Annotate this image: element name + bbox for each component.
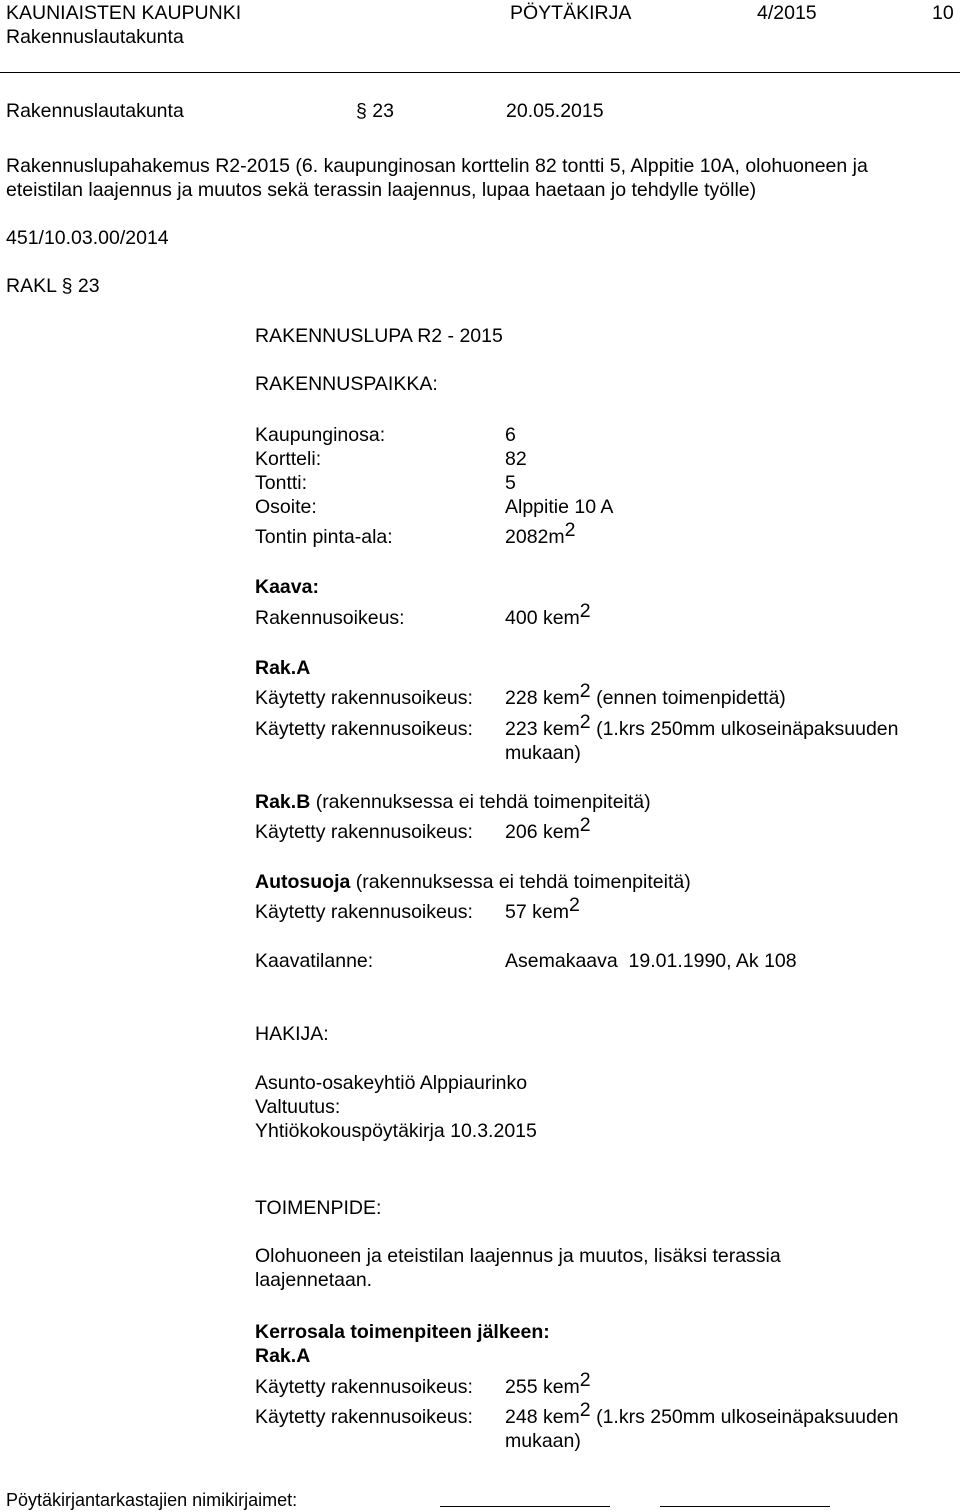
rak-a-note-2-cont: mukaan) xyxy=(505,742,581,764)
kaupunginosa-value: 6 xyxy=(505,424,516,446)
rakennusoikeus-number: 400 kem xyxy=(505,607,580,629)
rakennusoikeus-value xyxy=(505,600,591,630)
rak-a-note-2: (1.krs 250mm ulkoseinäpaksuuden xyxy=(590,718,899,740)
autosuoja-note: (rakennuksessa ei tehdä toimenpiteitä) xyxy=(350,871,691,893)
kerrosala-label-1: Käytetty rakennusoikeus: xyxy=(255,1376,473,1398)
rak-a-value-2 xyxy=(505,711,899,741)
kerrosala-superscript-2: 2 xyxy=(579,1399,591,1421)
rak-b-number: 206 kem xyxy=(505,821,580,843)
meeting-date: 20.05.2015 xyxy=(506,100,604,122)
kerrosala-value-1 xyxy=(505,1369,591,1399)
tontti-value: 5 xyxy=(505,472,516,494)
rak-b-heading: Rak.B xyxy=(255,791,311,813)
kerrosala-number-2: 248 kem xyxy=(505,1406,580,1428)
kerrosala-heading: Kerrosala toimenpiteen jälkeen: xyxy=(255,1321,550,1343)
rak-b-value xyxy=(505,814,591,844)
rak-b-line xyxy=(255,790,651,814)
rak-a-number-1: 228 kem xyxy=(505,687,580,709)
toimenpide-heading: TOIMENPIDE: xyxy=(255,1197,382,1219)
kortteli-value: 82 xyxy=(505,448,527,470)
rak-a-superscript-1: 2 xyxy=(579,680,591,702)
rak-a-heading: Rak.A xyxy=(255,657,311,679)
pinta-ala-label: Tontin pinta-ala: xyxy=(255,526,393,548)
autosuoja-line xyxy=(255,870,691,894)
rak-a-note-1: (ennen toimenpidettä) xyxy=(590,687,786,709)
org-name: KAUNIAISTEN KAUPUNKI xyxy=(6,2,242,24)
kerrosala-value-2 xyxy=(505,1399,899,1429)
rak-a-number-2: 223 kem xyxy=(505,718,580,740)
kerrosala-number-1: 255 kem xyxy=(505,1376,580,1398)
tontti-label: Tontti: xyxy=(255,472,308,494)
toimenpide-text-2: laajennetaan. xyxy=(255,1269,373,1291)
kaavatilanne-label: Kaavatilanne: xyxy=(255,950,374,972)
kerrosala-rak: Rak.A xyxy=(255,1345,311,1367)
hakija-heading: HAKIJA: xyxy=(255,1023,329,1045)
autosuoja-value xyxy=(505,894,580,924)
board-name: Rakennuslautakunta xyxy=(6,26,184,48)
kerrosala-note-2: (1.krs 250mm ulkoseinäpaksuuden xyxy=(590,1406,899,1428)
rak-b-note: (rakennuksessa ei tehdä toimenpiteitä) xyxy=(310,791,651,813)
rakl-section: RAKL § 23 xyxy=(6,275,100,297)
meeting-board: Rakennuslautakunta xyxy=(6,100,184,122)
signature-line-2 xyxy=(660,1506,830,1507)
osoite-label: Osoite: xyxy=(255,496,317,518)
rak-b-superscript: 2 xyxy=(579,814,591,836)
header-divider xyxy=(0,72,960,73)
autosuoja-superscript: 2 xyxy=(568,894,580,916)
rak-b-label: Käytetty rakennusoikeus: xyxy=(255,821,473,843)
site-heading: RAKENNUSPAIKKA: xyxy=(255,373,438,395)
doc-number: 4/2015 xyxy=(757,2,817,24)
rakennusoikeus-superscript: 2 xyxy=(579,600,591,622)
kerrosala-superscript-1: 2 xyxy=(579,1369,591,1391)
hakija-name: Asunto-osakeyhtiö Alppiaurinko xyxy=(255,1072,528,1094)
signature-label: Pöytäkirjantarkastajien nimikirjaimet: xyxy=(6,1490,298,1510)
case-number: 451/10.03.00/2014 xyxy=(6,227,169,249)
signature-line-1 xyxy=(440,1506,610,1507)
autosuoja-label: Käytetty rakennusoikeus: xyxy=(255,901,473,923)
rak-a-label-2: Käytetty rakennusoikeus: xyxy=(255,718,473,740)
kerrosala-note-2-cont: mukaan) xyxy=(505,1430,581,1452)
valtuutus-value: Yhtiökokouspöytäkirja 10.3.2015 xyxy=(255,1120,537,1142)
pinta-ala-number: 2082m xyxy=(505,526,565,548)
pinta-ala-value xyxy=(505,519,576,549)
page-number: 10 xyxy=(932,2,954,24)
rak-a-label-1: Käytetty rakennusoikeus: xyxy=(255,687,473,709)
permit-title: RAKENNUSLUPA R2 - 2015 xyxy=(255,325,503,347)
title-line-1: Rakennuslupahakemus R2-2015 (6. kaupunginosan korttelin 82 tontti 5, Alppitie 10A, olohuoneen ja xyxy=(6,155,868,177)
kaupunginosa-label: Kaupunginosa: xyxy=(255,424,386,446)
meeting-section: § 23 xyxy=(356,100,394,122)
autosuoja-heading: Autosuoja xyxy=(255,871,351,893)
rakennusoikeus-label: Rakennusoikeus: xyxy=(255,607,405,629)
toimenpide-text-1: Olohuoneen ja eteistilan laajennus ja muutos, lisäksi terassia xyxy=(255,1245,781,1267)
title-line-2: eteistilan laajennus ja muutos sekä terassin laajennus, lupaa haetaan jo tehdylle työlle) xyxy=(6,179,757,201)
pinta-ala-superscript: 2 xyxy=(564,519,576,541)
valtuutus-label: Valtuutus: xyxy=(255,1096,341,1118)
doc-type: PÖYTÄKIRJA xyxy=(510,2,632,24)
kaava-heading: Kaava: xyxy=(255,576,319,598)
rak-a-superscript-2: 2 xyxy=(579,711,591,733)
kortteli-label: Kortteli: xyxy=(255,448,322,470)
rak-a-value-1 xyxy=(505,680,786,710)
kerrosala-label-2: Käytetty rakennusoikeus: xyxy=(255,1406,473,1428)
autosuoja-number: 57 kem xyxy=(505,901,569,923)
osoite-value: Alppitie 10 A xyxy=(505,496,614,518)
kaavatilanne-value: Asemakaava 19.01.1990, Ak 108 xyxy=(505,950,797,972)
